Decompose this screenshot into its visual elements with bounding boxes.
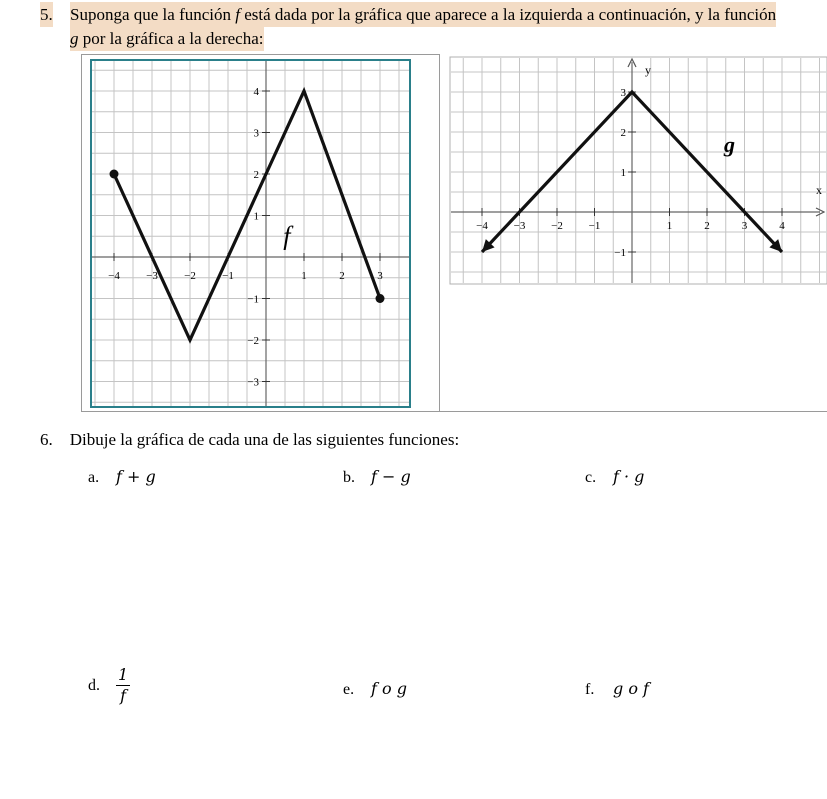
item-d-fraction [116,665,130,706]
function-g-symbol: g [70,29,79,48]
item-a-label: a. [88,469,100,486]
g-x-tick-label: −2 [551,220,563,232]
graph-f [92,61,409,406]
g-y-axis-label: y [645,63,651,77]
f-x-tick-label: −3 [146,270,158,282]
graph-g [451,58,826,283]
g-x-tick-label: 4 [779,220,785,232]
item-e-expression: f o g [371,679,407,698]
f-curve-label: f [283,221,291,251]
item-f-label: f. [585,681,595,698]
right-graph-border [450,57,827,284]
g-x-axis-label: x [816,183,822,197]
f-y-tick-label: 2 [253,169,259,181]
problem-5-number: 5. [40,2,53,27]
f-x-tick-label: 3 [377,270,383,282]
g-curve-label: g [724,132,735,157]
problem-6-text: Dibuje la gráfica de cada una de las siguientes funciones: [69,430,460,449]
item-b-label: b. [343,469,355,486]
f-x-tick-label: −1 [222,270,234,282]
g-y-tick-label: −1 [614,247,626,259]
problem-5-text-c: por la gráfica a la derecha: [82,29,264,48]
left-graph-frame [82,55,440,412]
g-x-tick-label: −4 [476,220,488,232]
f-y-tick-label: 3 [253,127,259,140]
item-a [88,467,156,487]
item-d-label: d. [88,676,100,694]
g-x-tick-label: 3 [741,220,748,232]
f-y-tick-label: −3 [247,376,259,389]
item-f-expression: g o f [613,679,649,698]
g-x-tick-label: −3 [513,220,526,232]
item-e-label: e. [343,681,355,698]
item-c-expression: f · g [613,467,645,486]
f-start-dot [110,170,119,179]
problem-5-text-b: está dada por la gráfica que aparece a la izquierda a continuación, y la función [244,5,777,24]
problem-5-text-a: Suponga que la función [70,5,231,24]
function-f-symbol: f [235,5,240,24]
problem-6-statement [40,430,459,450]
item-c-label: c. [585,469,597,486]
item-d [88,665,130,706]
f-end-dot [376,294,385,303]
f-y-tick-label: 4 [253,86,259,98]
item-d-numerator: 1 [118,665,129,684]
g-x-tick-label: 1 [666,220,673,232]
g-y-tick-label: 3 [620,87,626,99]
g-y-tick-label: 2 [620,127,626,139]
g-y-tick-label: 1 [620,167,626,179]
g-x-tick-label: −1 [588,220,601,232]
item-d-denominator: f [120,686,127,705]
g-x-tick-label: 2 [704,220,710,232]
f-y-tick-label: −1 [247,293,259,306]
item-c [585,467,644,487]
item-b [343,467,411,487]
f-y-tick-label: 1 [253,210,259,223]
f-y-tick-label: −2 [247,335,259,347]
f-x-tick-label: −4 [108,270,120,282]
f-x-tick-label: 1 [301,270,307,282]
f-x-tick-label: −2 [184,270,196,282]
item-f [585,679,649,699]
item-a-expression: f + g [116,467,156,486]
item-e [343,679,407,699]
problem-6-number: 6. [40,430,53,449]
item-b-expression: f − g [371,467,411,486]
f-x-tick-label: 2 [339,270,345,282]
